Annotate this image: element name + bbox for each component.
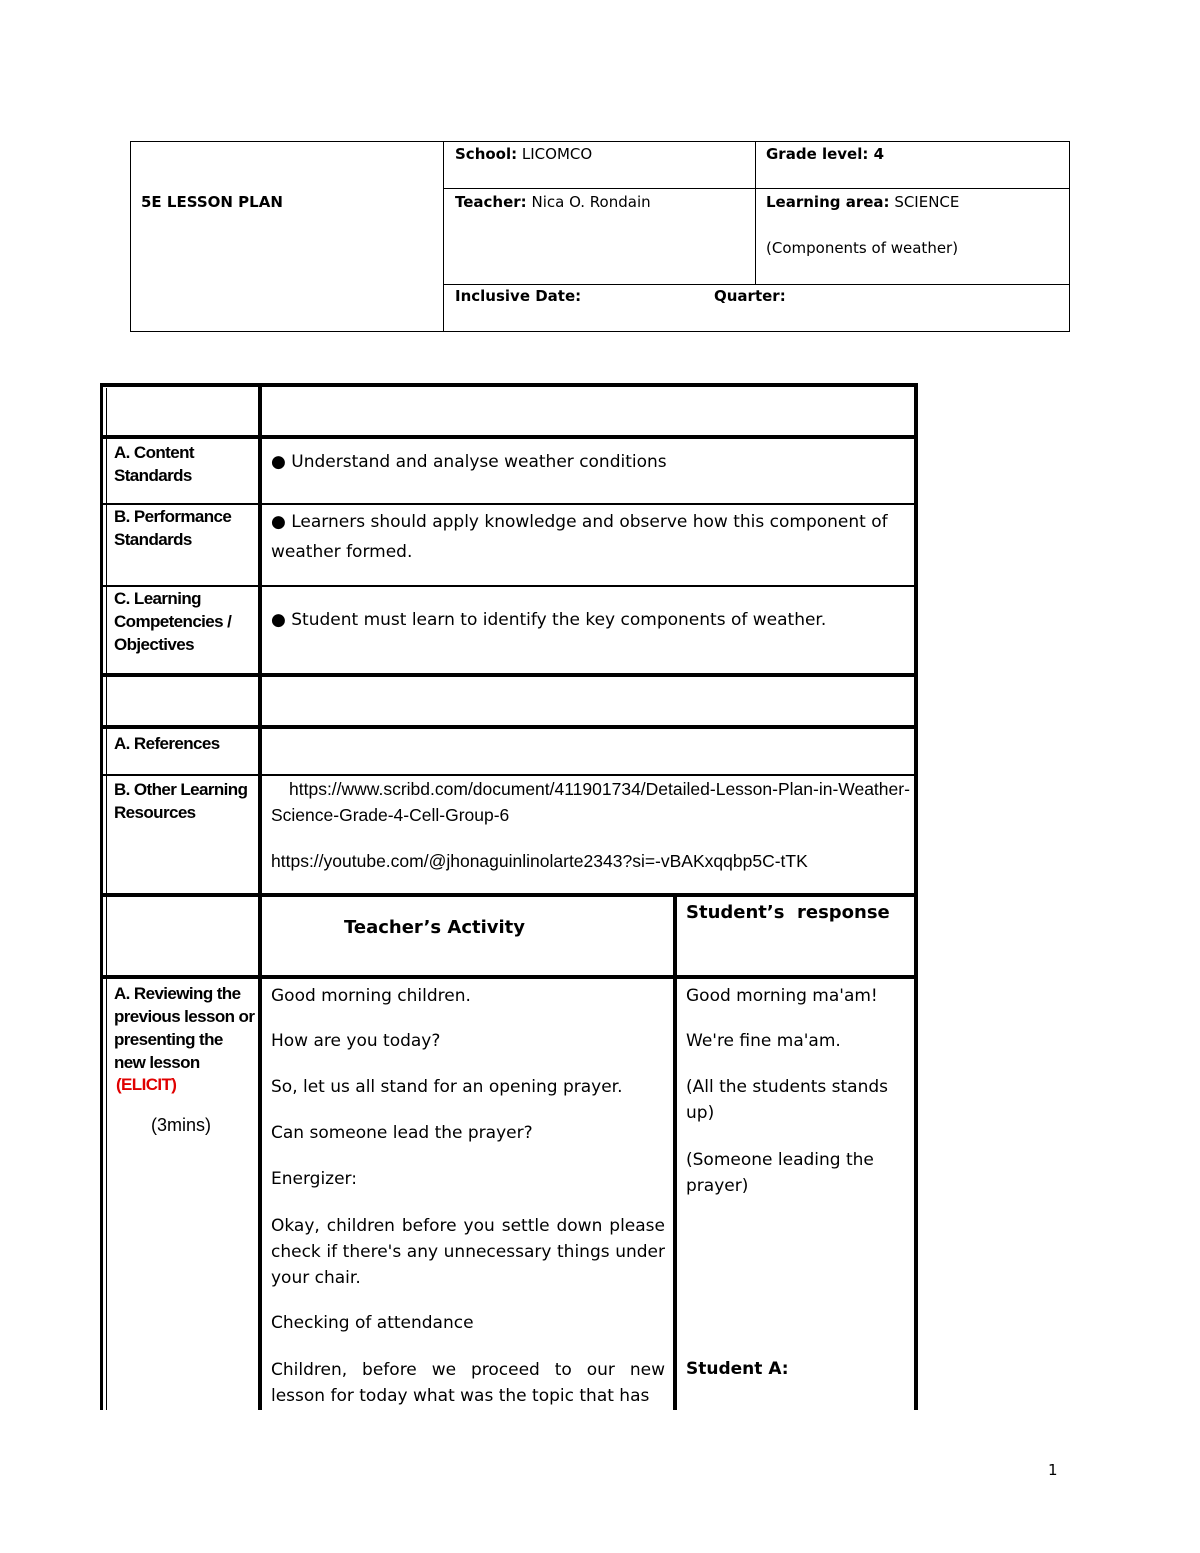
student-line: Student A:	[686, 1359, 789, 1379]
bullet-icon: ●	[271, 452, 286, 472]
learning-area-label: Learning area:	[766, 193, 890, 211]
teacher-line: Can someone lead the prayer?	[271, 1123, 533, 1143]
other-resources-label: B. Other Learning Resources	[114, 780, 248, 822]
school-field	[455, 145, 592, 163]
student-response-header: Student’s response	[686, 902, 890, 923]
performance-standards-label: B. Performance Standards	[114, 507, 232, 549]
elicit-label: (ELICIT)	[116, 1075, 177, 1094]
teacher-line: So, let us all stand for an opening prayer.	[271, 1077, 623, 1097]
school-value: LICOMCO	[521, 145, 593, 163]
teacher-line: Okay, children before you settle down please check if there's any unnecessary things under your chair.	[271, 1216, 665, 1288]
school-label: School:	[455, 145, 518, 163]
content-standards-text: ● Understand and analyse weather conditions	[271, 452, 667, 472]
teacher-activity-header: Teacher’s Activity	[344, 917, 526, 938]
performance-standards-text: ● Learners should apply knowledge and observe how this component of weather formed.	[271, 512, 888, 562]
content-standards-label: A. Content Standards	[114, 443, 194, 485]
teacher-line: Energizer:	[271, 1169, 357, 1189]
plan-title: 5E LESSON PLAN	[141, 193, 283, 211]
grade-field	[766, 145, 884, 163]
references-label: A. References	[114, 734, 220, 753]
student-line: (Someone leading the prayer)	[686, 1150, 874, 1196]
duration-label: (3mins)	[151, 1115, 212, 1135]
page-bottom-margin	[95, 1410, 925, 1470]
bullet-icon: ●	[271, 512, 286, 532]
page-number: 1	[1048, 1461, 1058, 1479]
bullet-icon: ●	[271, 610, 286, 630]
teacher-label: Teacher:	[455, 193, 527, 211]
learning-area-field	[766, 193, 959, 211]
teacher-line: Children, before we proceed to our new lesson for today what was the topic that has	[271, 1360, 665, 1406]
scribd-link[interactable]: https://www.scribd.com/document/411901734/Detailed-Lesson-Plan-in-Weather-Science-Grade-4-Cell-Group-6	[271, 779, 910, 825]
learning-competencies-label: C. Learning Competencies / Objectives	[114, 589, 232, 654]
grade-label: Grade level:	[766, 145, 869, 163]
learning-area-value: SCIENCE	[894, 193, 960, 211]
inclusive-date-label: Inclusive Date:	[455, 287, 582, 305]
teacher-line: Checking of attendance	[271, 1313, 474, 1333]
student-line: Good morning ma'am!	[686, 986, 878, 1006]
learning-area-subtitle: (Components of weather)	[766, 239, 959, 257]
reviewing-lesson-label: A. Reviewing the previous lesson or presenting the new lesson	[114, 984, 255, 1072]
youtube-link[interactable]: https://youtube.com/@jhonaguinlinolarte2343?si=-vBAKxqqbp5C-tTK	[271, 851, 808, 871]
student-line: (All the students stands up)	[686, 1077, 889, 1123]
student-line: We're fine ma'am.	[686, 1031, 841, 1051]
quarter-label: Quarter:	[714, 287, 786, 305]
teacher-line: Good morning children.	[271, 986, 471, 1006]
teacher-value: Nica O. Rondain	[531, 193, 651, 211]
teacher-field	[455, 193, 651, 211]
teacher-line: How are you today?	[271, 1031, 441, 1051]
grade-value: 4	[873, 145, 885, 163]
learning-competencies-text: ● Student must learn to identify the key components of weather.	[271, 610, 827, 630]
